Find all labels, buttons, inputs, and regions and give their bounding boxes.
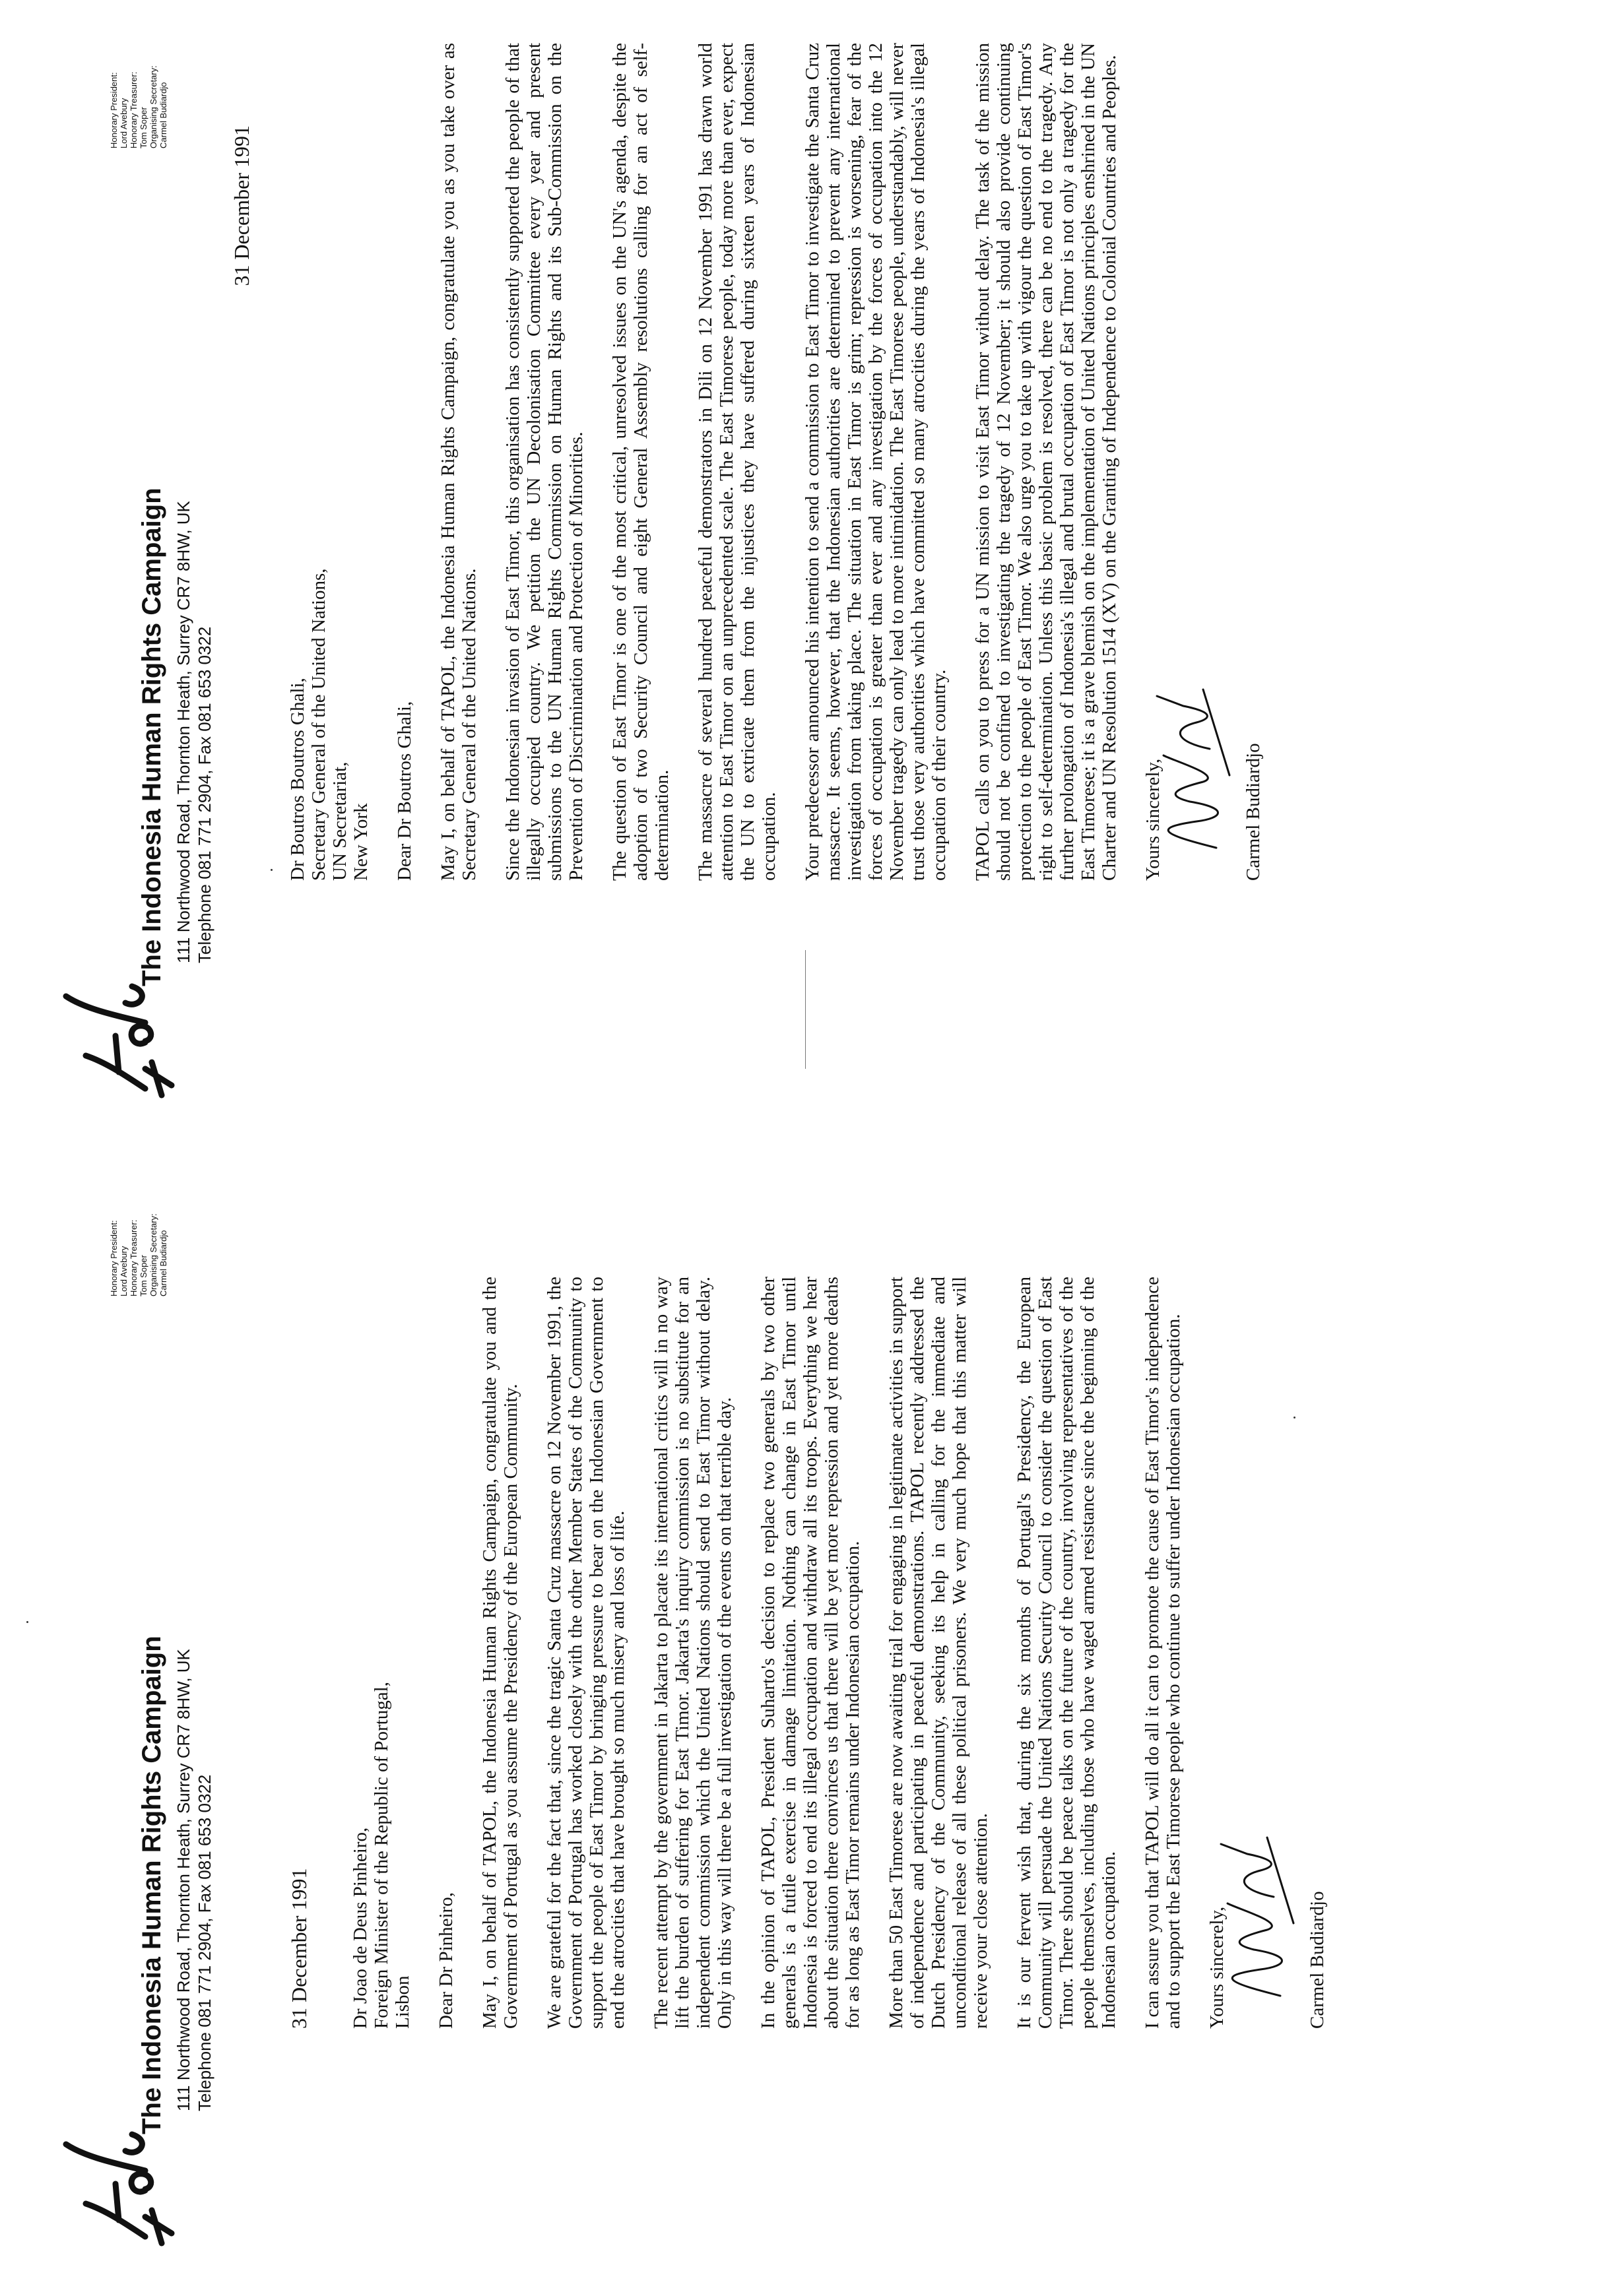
- paragraph: More than 50 East Timorese are now awaiting trial for engaging in legitimate activities in support of independence and participating in peaceful demonstrations. TAPOL recently addressed the Dutch Presidency of the Community, seeking its help in calling for the immediate and unconditional release of all these political prisoners. We very much hope that this matter will receive your close attention.: [886, 1277, 991, 2029]
- officer-name: Tom Soper: [139, 1255, 148, 1296]
- org-phone: Telephone 081 771 2904, Fax 081 653 0322: [195, 1774, 214, 2111]
- paragraph: I can assure you that TAPOL will do all it can to promote the cause of East Timor's independence and to support the East Timorese people who continue to suffer under Indonesian occupation.: [1142, 1277, 1184, 2029]
- tapol-logo-mark: [46, 2124, 185, 2250]
- scan-speck: [271, 869, 273, 871]
- officer-role: Honorary President:: [109, 72, 119, 148]
- signature: [1228, 1277, 1307, 2029]
- recipient-line: Dr Boutros Boutros Ghali,: [287, 678, 308, 881]
- org-name: The Indonesia Human Rights Campaign: [137, 488, 166, 986]
- tapol-logo: [46, 976, 185, 1102]
- paragraph: It is our fervent wish that, during the six months of Portugal's Presidency, the European Community will persuade the United Nations Security Council to consider the question of East Timor. There should be peace talks on the future of the country, involving representatives of the people themselves, including those who have waged armed resistance since the beginning of the Indonesian occupation.: [1014, 1277, 1119, 2029]
- recipient-line: Foreign Minister of the Republic of Portugal,: [371, 1682, 392, 2029]
- officer-role: Honorary Treasurer:: [129, 71, 139, 148]
- signature-scribble: [1201, 1831, 1307, 2002]
- salutation: Dear Dr Boutros Ghali,: [394, 701, 415, 881]
- officer-name: Carmel Budiardjo: [158, 82, 168, 148]
- letter-date: 31 December 1991: [230, 125, 253, 286]
- paragraph: The question of East Timor is one of the most critical, unresolved issues on the UN's agenda, despite the adoption of two Security Council and eight General Assembly resolutions calling for an act of self-determination.: [609, 43, 672, 881]
- paragraph: Your predecessor announced his intention to send a commission to East Timor to investigate the Santa Cruz massacre. It seems, however, that the Indonesian authorities are determined to prevent any international investigation from taking place. The situation in East Timor is grim; repression is worsening, fear of the forces of occupation is greater than ever and any investigation by the forces of occupation into the 12 November tragedy can only lead to more intimidation. The East Timorese people, understandably, will never trust those very authorities which have committed so many atrocities during the years of Indonesia's illegal occupation of their country.: [802, 43, 950, 881]
- recipient-address: [287, 43, 372, 881]
- officer-role: Organising Secretary:: [148, 1213, 158, 1296]
- signature: [1163, 43, 1243, 881]
- paragraph: The recent attempt by the government in Jakarta to placate its international critics will in no way lift the burden of suffering for East Timor. Jakarta's inquiry commission is no substitute for an independent commission which the United Nations should send to East Timor without delay. Only in this way will there be a full investigation of the events on that terrible day.: [651, 1277, 735, 2029]
- scan-rule-divider: [805, 950, 806, 1069]
- closing: Yours sincerely,: [1142, 758, 1163, 881]
- signer-name: Carmel Budiardjo: [1307, 1891, 1328, 2029]
- signer-name: Carmel Budiardjo: [1243, 743, 1264, 881]
- letter-body: [287, 43, 1264, 881]
- officer-name: Tom Soper: [139, 107, 148, 148]
- paragraph: We are grateful for the fact that, since the tragic Santa Cruz massacre on 12 November 1991, the Government of Portugal has worked closely with the other Member States of the Community to support the people of East Timor by bringing pressure to bear on the Indonesian Government to end the atrocities that have brought so much misery and loss of life.: [544, 1277, 628, 2029]
- recipient-line: Lisbon: [392, 1975, 413, 2029]
- recipient-line: UN Secretariat,: [329, 761, 350, 881]
- org-phone: Telephone 081 771 2904, Fax 081 653 0322: [195, 626, 214, 963]
- paragraph: Since the Indonesian invasion of East Timor, this organisation has consistently supported the people of that illegally occupied country. We petition the UN Decolonisation Committee every year and present submissions to the UN Human Rights Commission on Human Rights and its Sub-Commission on the Prevention of Discrimination and Protection of Minorities.: [502, 43, 587, 881]
- officer-name: Carmel Budiardjo: [158, 1230, 168, 1296]
- salutation: Dear Dr Pinheiro,: [436, 1892, 457, 2029]
- recipient-address: [350, 1277, 413, 2029]
- paragraph: May I, on behalf of TAPOL, the Indonesia Human Rights Campaign, congratulate you as you take over as Secretary General of the United Nations.: [438, 43, 480, 881]
- tapol-logo-mark: [46, 976, 185, 1102]
- paragraph: In the opinion of TAPOL, President Suharto's decision to replace two generals by two other generals is a futile exercise in damage limitation. Nothing can change in East Timor until Indonesia is forced to end its illegal occupation and withdraw all its troops. Everything we hear about the situation there convinces us that there will be yet more repression and yet more deaths for as long as East Timor remains under Indonesian occupation.: [758, 1277, 863, 2029]
- officers-list: [109, 1181, 168, 1296]
- closing: Yours sincerely,: [1206, 1906, 1228, 2029]
- letter-body: [350, 1277, 1328, 2029]
- letter-portugal: [0, 1148, 1605, 2296]
- org-name: The Indonesia Human Rights Campaign: [137, 1636, 166, 2134]
- paragraph: The massacre of several hundred peaceful demonstrators in Dili on 12 November 1991 has drawn world attention to East Timor on an unprecedented scale. The East Timorese people, today more than ever, expect the UN to extricate them from the injustices they have suffered during sixteen years of Indonesian occupation.: [695, 43, 779, 881]
- officer-name: Lord Avebury: [119, 1246, 129, 1296]
- letter-date: 31 December 1991: [287, 1868, 311, 2029]
- tapol-logo: [46, 2124, 185, 2250]
- org-address-block: [173, 501, 215, 963]
- officer-role: Organising Secretary:: [148, 65, 158, 148]
- signature-scribble: [1137, 683, 1243, 854]
- scan-speck: [26, 1621, 28, 1623]
- officer-name: Lord Avebury: [119, 98, 129, 148]
- paragraph: TAPOL calls on you to press for a UN mission to visit East Timor without delay. The task of the mission should not be confined to investigating the tragedy of 12 November; it should also provide continuing protection to the people of East Timor. We also urge you to take up with vigour the question of East Timor's right to self-determination. Unless this basic problem is resolved, there can be no end to the tragedy. Any further prolongation of Indonesia's illegal and brutal occupation of East Timor is not only a tragedy for the East Timorese; it is a grave blemish on the implementation of United Nations principles enshrined in the UN Charter and UN Resolution 1514 (XV) on the Granting of Independence to Colonial Countries and Peoples.: [972, 43, 1120, 881]
- scan-speck: [1294, 1417, 1295, 1419]
- officer-role: Honorary President:: [109, 1220, 119, 1296]
- paragraph: May I, on behalf of TAPOL, the Indonesia Human Rights Campaign, congratulate you and the Government of Portugal as you assume the Presidency of the European Community.: [479, 1277, 521, 2029]
- recipient-line: Secretary General of the United Nations,: [308, 568, 329, 881]
- recipient-line: New York: [350, 803, 372, 881]
- org-address-block: [173, 1649, 215, 2111]
- org-address: 111 Northwood Road, Thornton Heath, Surrey CR7 8HW, UK: [174, 1649, 193, 2111]
- officer-role: Honorary Treasurer:: [129, 1219, 139, 1296]
- officers-list: [109, 33, 168, 148]
- recipient-line: Dr Joao de Deus Pinheiro,: [350, 1827, 371, 2029]
- org-address: 111 Northwood Road, Thornton Heath, Surrey CR7 8HW, UK: [174, 501, 193, 963]
